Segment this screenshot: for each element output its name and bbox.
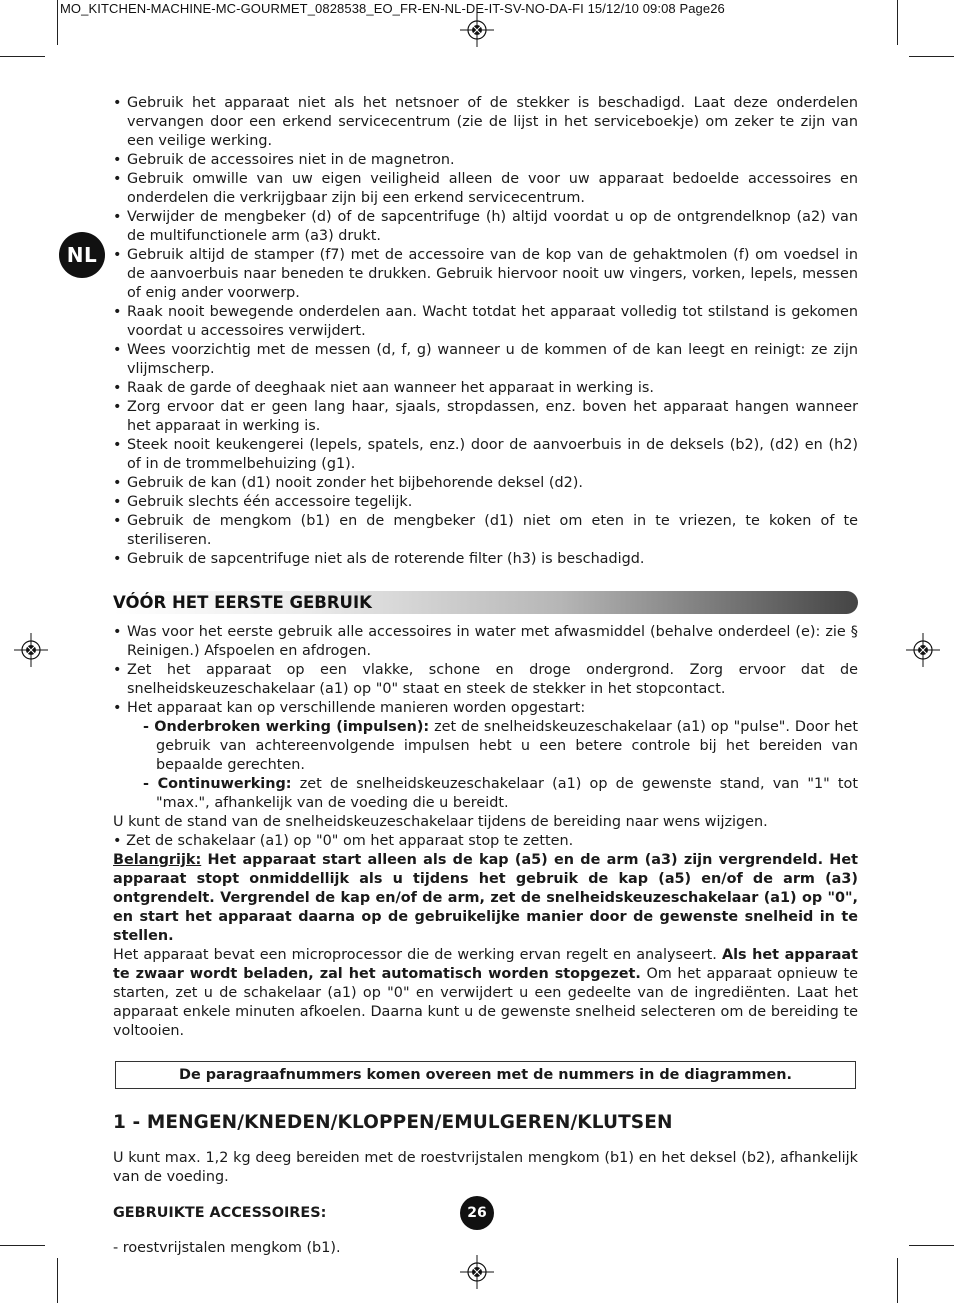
list-item: • Gebruik de sapcentrifuge niet als de roterende filter (h3) is beschadigd. xyxy=(113,550,858,569)
section-title: 1 - MENGEN/KNEDEN/KLOPPEN/EMULGEREN/KLUTSEN xyxy=(113,1112,673,1133)
paragraph: • Zet de schakelaar (a1) op "0" om het apparaat stop te zetten. xyxy=(113,833,574,849)
accessories-item: - roestvrijstalen mengkom (b1). xyxy=(113,1240,341,1256)
language-badge: NL xyxy=(59,232,105,278)
list-item: • Verwijder de mengbeker (d) of de sapcentrifuge (h) altijd voordat u op de ontgrendelknop (a2) van de multifunctionele arm (a3) drukt. xyxy=(113,208,858,246)
important-label: Belangrijk: xyxy=(113,852,202,868)
crop-mark xyxy=(909,1245,954,1246)
sub-item-impulse xyxy=(113,718,858,775)
list-item: • Gebruik omwille van uw eigen veiligheid alleen de voor uw apparaat bedoelde accessoires en onderdelen die verkrijgbaar zijn bij een erkend servicecentrum. xyxy=(113,170,858,208)
microprocessor-paragraph xyxy=(113,946,858,1041)
paragraph: U kunt max. 1,2 kg deeg bereiden met de roestvrijstalen mengkom (b1) en het deksel (b2), afhankelijk van de voeding. xyxy=(113,1150,858,1185)
paragraph-text: Om het apparaat opnieuw te starten, zet u de schakelaar (a1) op "0" en verwijdert u een gedeelte van de ingrediënten. Laat het apparaat enkele minuten afkoelen. Daarna kunt u de gewenste snelheid selecteren om de bereiding te voltooien. xyxy=(113,966,858,1039)
paragraph: U kunt de stand van de snelheidskeuzeschakelaar tijdens de bereiding naar wens wijzigen. xyxy=(113,814,768,830)
paragraph-text: Het apparaat bevat een microprocessor die de werking ervan regelt en analyseert. xyxy=(113,947,722,963)
list-item: • Gebruik de kan (d1) nooit zonder het bijbehorende deksel (d2). xyxy=(113,474,858,493)
list-item: • Het apparaat kan op verschillende manieren worden opgestart: xyxy=(113,699,858,718)
list-item: • Gebruik het apparaat niet als het netsnoer of de stekker is beschadigd. Laat deze onderdelen vervangen door een erkend servicecentrum (zie de lijst in het serviceboekje) om zeker te zijn van een veilige werking. xyxy=(113,94,858,151)
important-text: Het apparaat start alleen als de kap (a5) en de arm (a3) zijn vergrendeld. Het apparaat stopt onmiddellijk als u tijdens het gebruik de kap (a5) en/of de arm (a3) ontgrendelt. Vergrendel de kap en/of de arm, zet de snelheidskeuzeschakelaar (a1) op "0", en start het apparaat daarna op de gebruikelijke manier door de gewenste snelheid in te stellen. xyxy=(113,852,858,944)
sub-item-label: - Continuwerking: xyxy=(143,776,292,792)
important-paragraph xyxy=(113,851,858,946)
sub-item-continuous xyxy=(113,775,858,813)
sub-item-label: - Onderbroken werking (impulsen): xyxy=(143,719,430,735)
crop-mark xyxy=(57,1258,58,1303)
first-use-bullet-list xyxy=(113,623,858,718)
registration-mark-icon xyxy=(906,633,940,667)
print-slug-header: MO_KITCHEN-MACHINE-MC-GOURMET_0828538_EO_FR-EN-NL-DE-IT-SV-NO-DA-FI 15/12/10 09:08 Page26 xyxy=(60,1,725,16)
list-item: • Wees voorzichtig met de messen (d, f, g) wanneer u de kommen of de kan leegt en reinigt: ze zijn vlijmscherp. xyxy=(113,341,858,379)
crop-mark xyxy=(897,1258,898,1303)
crop-mark xyxy=(0,56,45,57)
list-item: • Gebruik altijd de stamper (f7) met de accessoire van de kop van de gehaktmolen (f) om voedsel in de aanvoerbuis naar beneden te drukken. Gebruik hiervoor nooit uw vingers, vorken, lepels, messen of enig ander voorwerp. xyxy=(113,246,858,303)
safety-bullet-list xyxy=(113,94,858,569)
crop-mark xyxy=(57,0,58,45)
page-number: 26 xyxy=(460,1196,494,1230)
list-item: • Steek nooit keukengerei (lepels, spatels, enz.) door de aanvoerbuis in de deksels (b2), (d2) en (h2) of in de trommelbehuizing (g1). xyxy=(113,436,858,474)
section-heading: VÓÓR HET EERSTE GEBRUIK xyxy=(113,593,372,612)
notice-box: De paragraafnummers komen overeen met de nummers in de diagrammen. xyxy=(115,1061,856,1089)
crop-mark xyxy=(0,1245,45,1246)
crop-mark xyxy=(909,56,954,57)
accessories-title: GEBRUIKTE ACCESSOIRES: xyxy=(113,1205,327,1221)
list-item: • Gebruik de accessoires niet in de magnetron. xyxy=(113,151,858,170)
section-heading-bar xyxy=(113,591,858,614)
list-item: • Was voor het eerste gebruik alle accessoires in water met afwasmiddel (behalve onderdeel (e): zie § Reinigen.) Afspoelen en afdrogen. xyxy=(113,623,858,661)
registration-mark-icon xyxy=(460,13,494,47)
list-item: • Zet het apparaat op een vlakke, schone en droge ondergrond. Zorg ervoor dat de snelheidskeuzeschakelaar (a1) op "0" staat en steek de stekker in het stopcontact. xyxy=(113,661,858,699)
registration-mark-icon xyxy=(14,633,48,667)
paragraph-bold-text: Als het apparaat te zwaar wordt beladen, zal het automatisch worden stopgezet. xyxy=(113,947,858,982)
list-item: • Gebruik slechts één accessoire tegelijk. xyxy=(113,493,858,512)
list-item: • Raak de garde of deeghaak niet aan wanneer het apparaat in werking is. xyxy=(113,379,858,398)
crop-mark xyxy=(897,0,898,45)
page-content xyxy=(113,94,858,1258)
list-item: • Raak nooit bewegende onderdelen aan. Wacht totdat het apparaat volledig tot stilstand is gekomen voordat u accessoires verwijdert. xyxy=(113,303,858,341)
sub-item-text: zet de snelheidskeuzeschakelaar (a1) op de gewenste stand, van "1" tot "max.", afhankelijk van de voeding die u bereidt. xyxy=(156,776,858,811)
list-item: • Gebruik de mengkom (b1) en de mengbeker (d1) niet om eten in te vriezen, te koken of te steriliseren. xyxy=(113,512,858,550)
list-item: • Zorg ervoor dat er geen lang haar, sjaals, stropdassen, enz. boven het apparaat hangen wanneer het apparaat in werking is. xyxy=(113,398,858,436)
sub-item-text: zet de snelheidskeuzeschakelaar (a1) op "pulse". Door het gebruik van achtereenvolgende impulsen hebt u een betere controle bij het bereiden van bepaalde gerechten. xyxy=(156,719,859,773)
registration-mark-icon xyxy=(460,1255,494,1289)
